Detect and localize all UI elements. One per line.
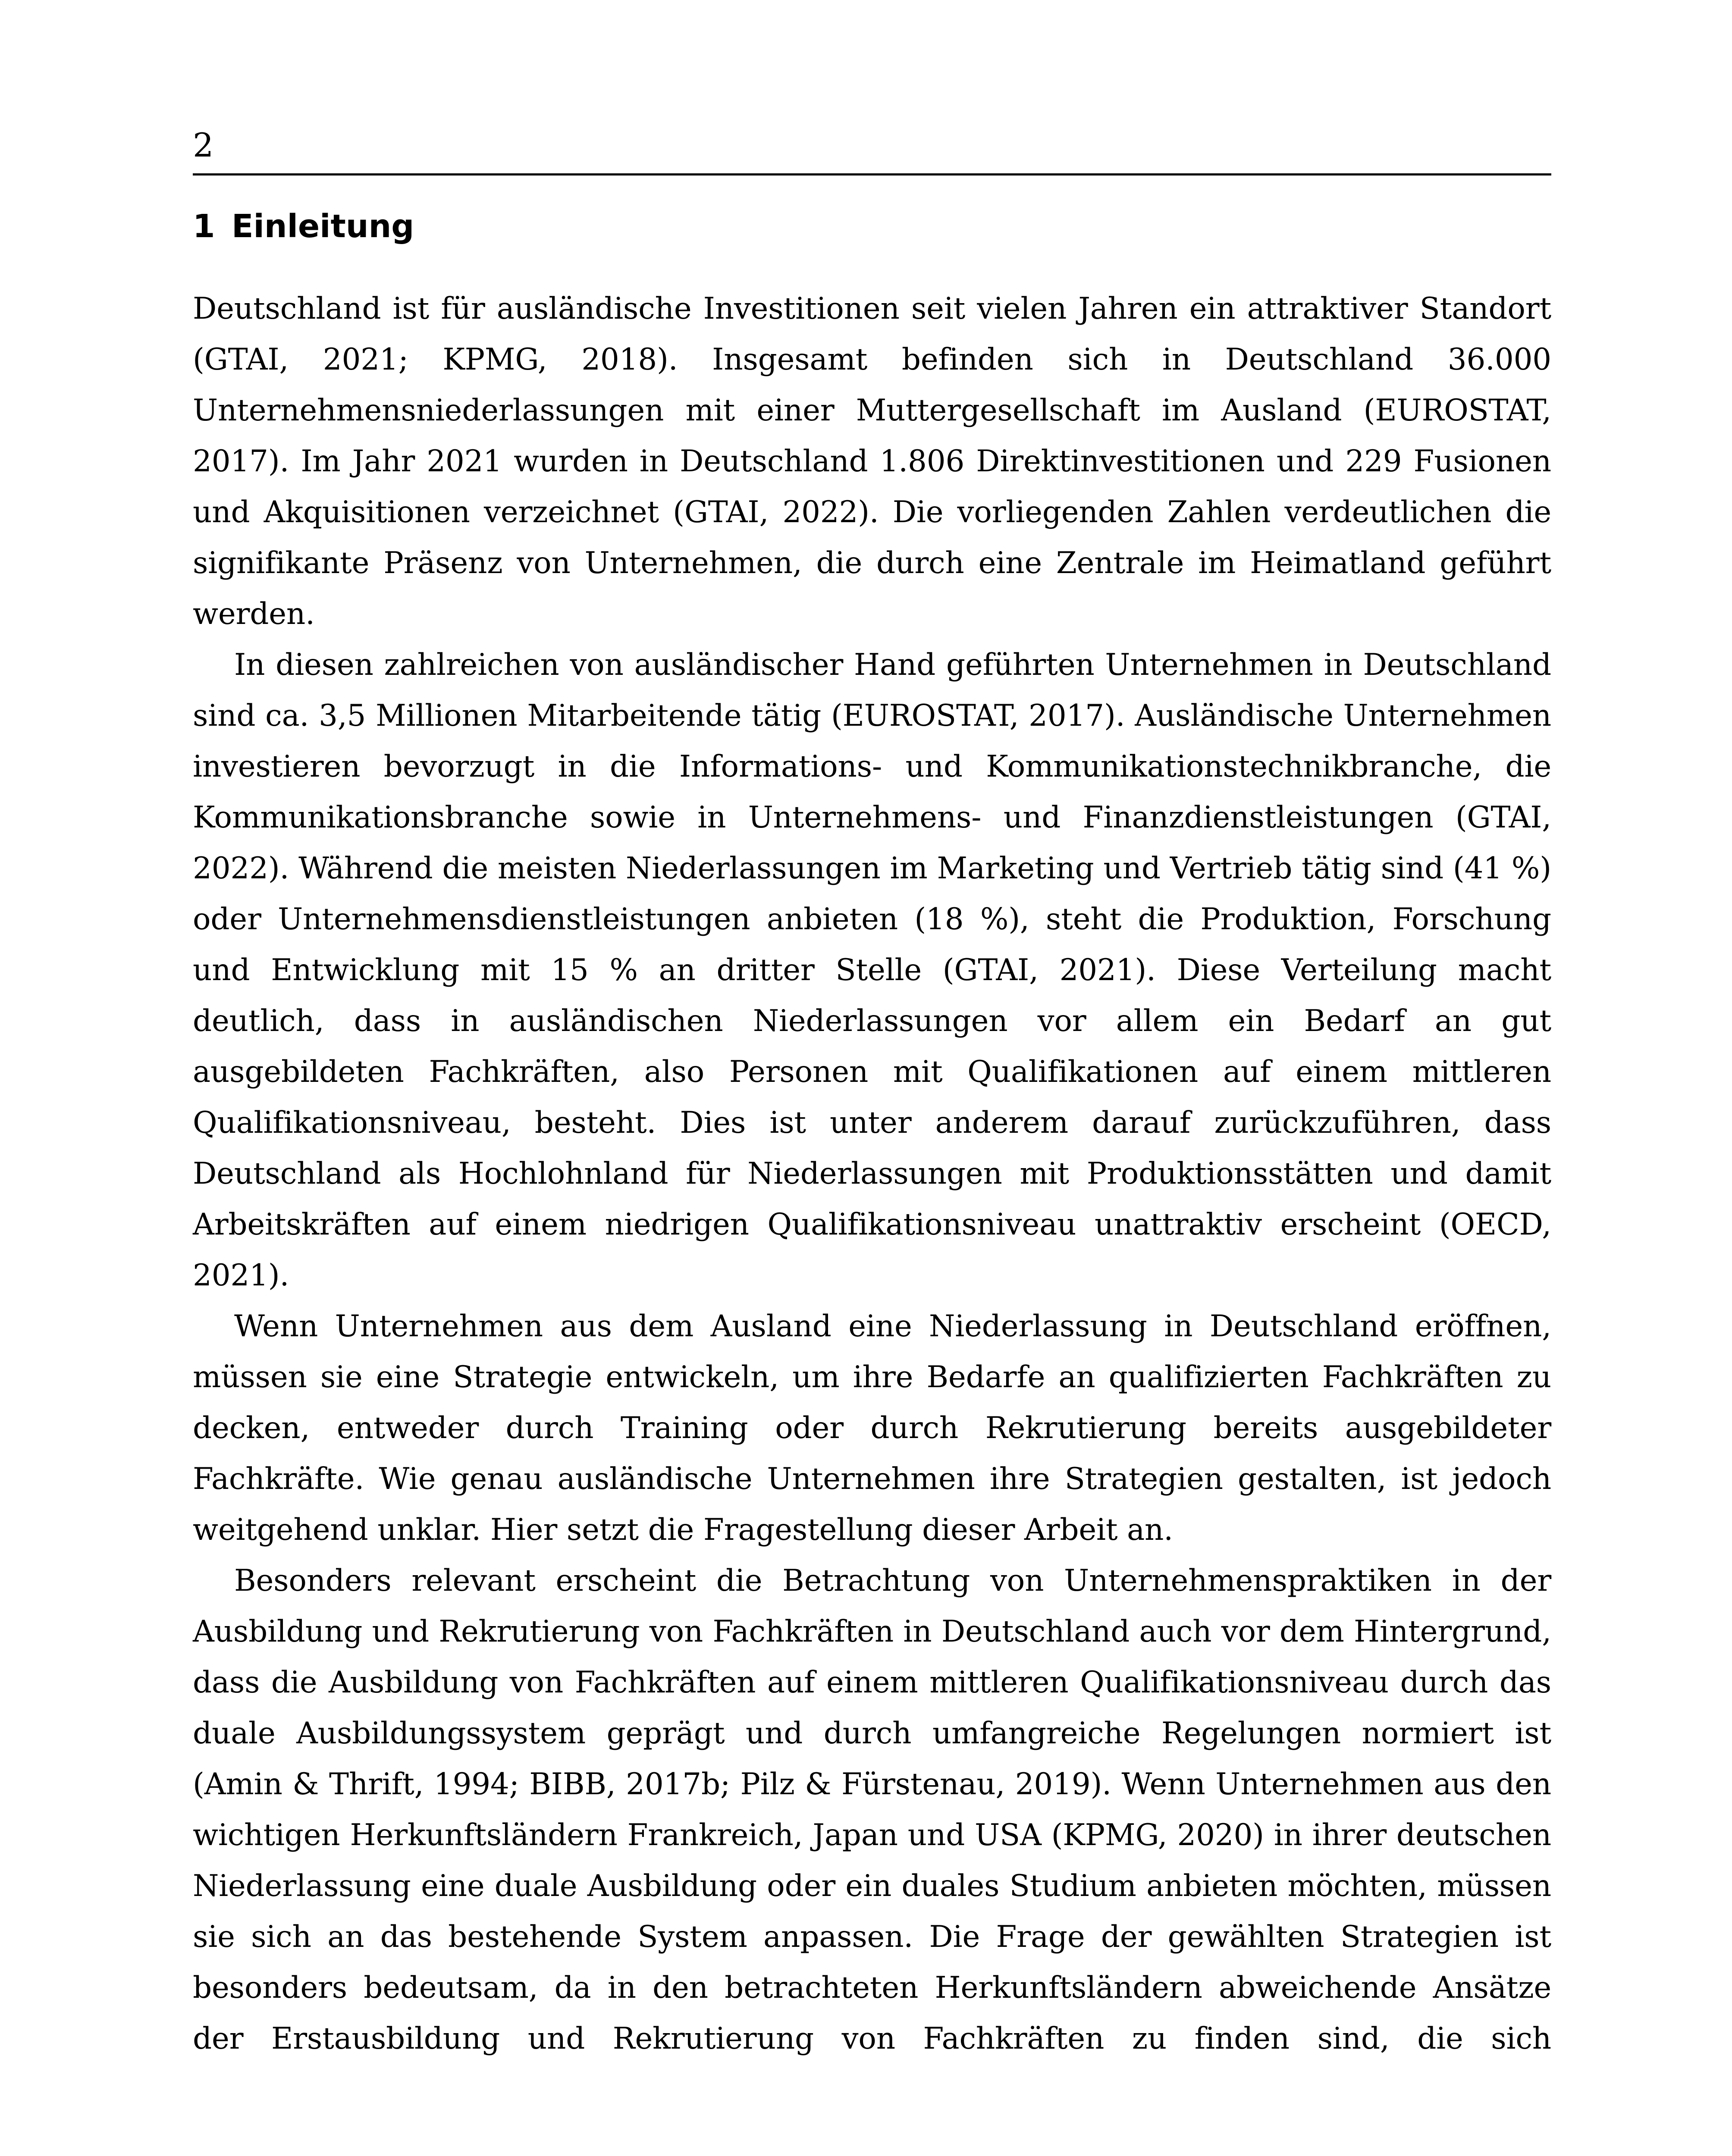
body-text xyxy=(193,283,1551,2064)
running-head xyxy=(193,110,1551,175)
page-number: 2 xyxy=(193,126,214,164)
section-number: 1 xyxy=(193,208,215,245)
paragraph-4: Besonders relevant erscheint die Betrachtung von Unternehmenspraktiken in der Ausbildung und Rekrutierung von Fachkräften in Deutschland auch vor dem Hintergrund, dass die Ausbildung von Fachkräften auf einem mittleren Qualifikationsniveau durch das duale Ausbildungssystem geprägt und durch umfangreiche Regelungen normiert ist (Amin & Thrift, 1994; BIBB, 2017b; Pilz & Fürstenau, 2019). Wenn Unternehmen aus den wichtigen Herkunftsländern Frankreich, Japan und USA (KPMG, 2020) in ihrer deutschen Niederlassung eine duale Ausbildung oder ein duales Studium anbieten möchten, müssen sie sich an das bestehende System anpassen. Die Frage der gewählten Strategien ist besonders bedeutsam, da in den betrachteten Herkunftsländern abweichende Ansätze der Erstausbildung und Rekrutierung von Fachkräften zu finden sind, die sich xyxy=(193,1564,1551,2056)
paragraph-1: Deutschland ist für ausländische Investitionen seit vielen Jahren ein attraktiver Standort (GTAI, 2021; KPMG, 2018). Insgesamt befinden sich in Deutschland 36.000 Unternehmensniederlassungen mit einer Muttergesellschaft im Ausland (EUROSTAT, 2017). Im Jahr 2021 wurden in Deutschland 1.806 Direktinvestitionen und 229 Fusionen und Akquisitionen verzeichnet (GTAI, 2022). Die vorliegenden Zahlen verdeutlichen die signifikante Präsenz von Unternehmen, die durch eine Zentrale im Heimatland geführt werden. xyxy=(193,291,1551,631)
section-heading xyxy=(193,201,414,252)
paragraph-3: Wenn Unternehmen aus dem Ausland eine Niederlassung in Deutschland eröffnen, müssen sie eine Strategie entwickeln, um ihre Bedarfe an qualifizierten Fachkräften zu decken, entweder durch Training oder durch Rekrutierung bereits ausgebildeter Fachkräfte. Wie genau ausländische Unternehmen ihre Strategien gestalten, ist jedoch weitgehend unklar. Hier setzt die Fragestellung dieser Arbeit an. xyxy=(193,1309,1551,1547)
section-title: Einleitung xyxy=(232,208,414,245)
paragraph-2: In diesen zahlreichen von ausländischer Hand geführten Unternehmen in Deutschland sind ca. 3,5 Millionen Mitarbeitende tätig (EUROSTAT, 2017). Ausländische Unternehmen investieren bevorzugt in die Informations- und Kommunikationstechnikbranche, die Kommunikationsbranche sowie in Unternehmens- und Finanzdienstleistungen (GTAI, 2022). Während die meisten Niederlassungen im Marketing und Vertrieb tätig sind (41 %) oder Unternehmensdienstleistungen anbieten (18 %), steht die Produktion, Forschung und Entwicklung mit 15 % an dritter Stelle (GTAI, 2021). Diese Verteilung macht deutlich, dass in ausländischen Niederlassungen vor allem ein Bedarf an gut ausgebildeten Fachkräften, also Personen mit Qualifikationen auf einem mittleren Qualifikationsniveau, besteht. Dies ist unter anderem darauf zurückzuführen, dass Deutschland als Hochlohnland für Niederlassungen mit Produktionsstätten und damit Arbeitskräften auf einem niedrigen Qualifikationsniveau unattraktiv erscheint (OECD, 2021). xyxy=(193,648,1551,1293)
